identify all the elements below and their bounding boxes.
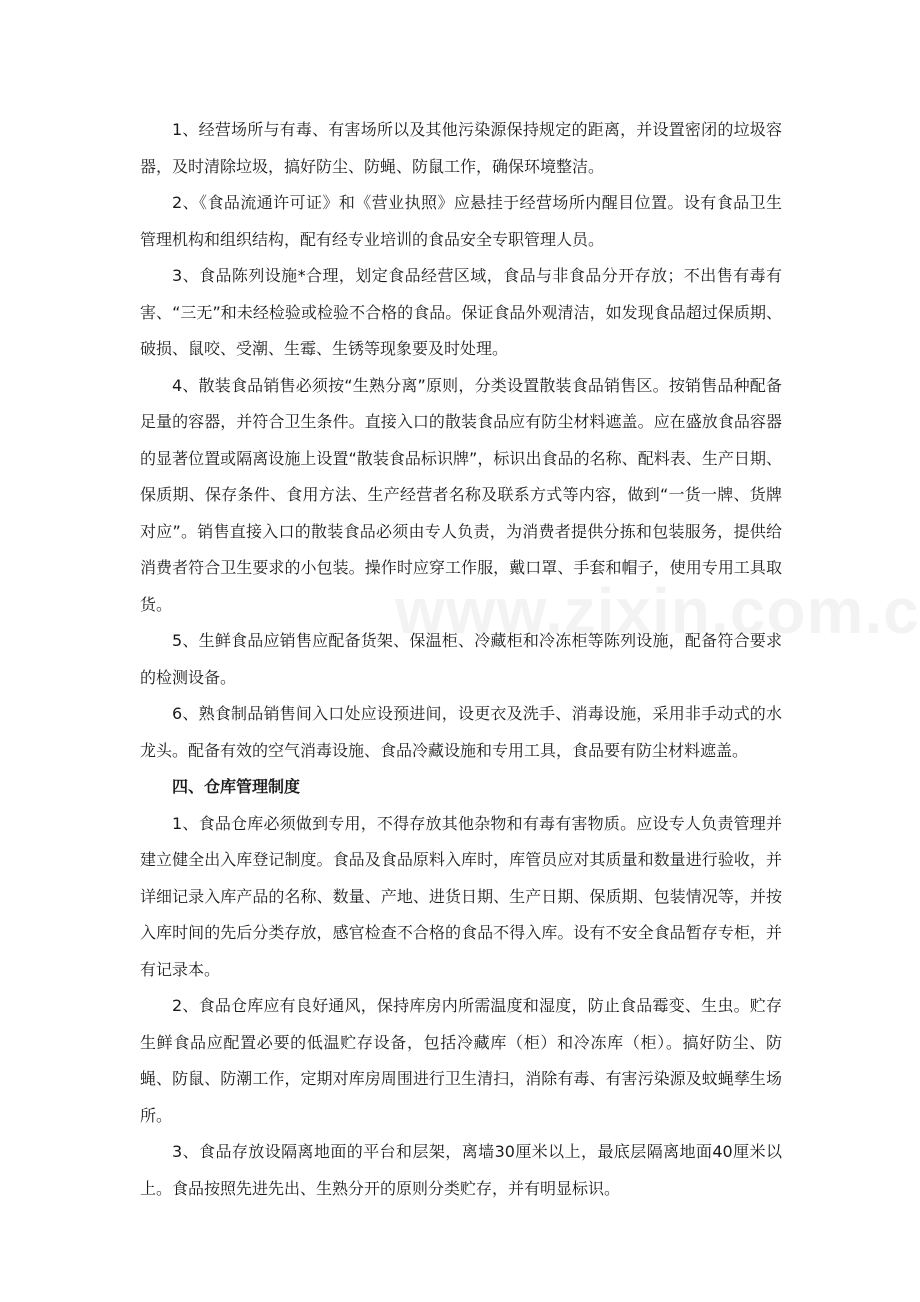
paragraph-warehouse-ventilation: 2、食品仓库应有良好通风，保持库房内所需温度和湿度，防止食品霉变、生虫。贮存生鲜食品应配置必要的低温贮存设备，包括冷藏库（柜）和冷冻库（柜）。搞好防尘、防蝇、防鼠、防潮工作，定期对库房周围进行卫生清扫，消除有毒、有害污染源及蚊蝇孳生场所。: [140, 996, 782, 1125]
paragraph-fresh-food-sales: 5、生鲜食品应销售应配备货架、保温柜、冷藏柜和冷冻柜等陈列设施，配备符合要求的检测设备。: [140, 631, 782, 687]
document-body: [140, 112, 782, 1207]
section-heading-warehouse: 四、仓库管理制度: [172, 777, 301, 796]
paragraph-bulk-food-sales: 4、散装食品销售必须按“生熟分离”原则，分类设置散装食品销售区。按销售品种配备足量的容器，并符合卫生条件。直接入口的散装食品应有防尘材料遮盖。应在盛放食品容器的显著位置或隔离设施上设置“散装食品标识牌”，标识出食品的名称、配料表、生产日期、保质期、保存条件、食用方法、生产经营者名称及联系方式等内容，做到“一货一牌、货牌对应”。销售直接入口的散装食品必须由专人负责，为消费者提供分拣和包装服务，提供给消费者符合卫生要求的小包装。操作时应穿工作服，戴口罩、手套和帽子，使用专用工具取货。: [140, 375, 782, 614]
paragraph-warehouse-dedicated: 1、食品仓库必须做到专用，不得存放其他杂物和有毒有害物质。应设专人负责管理并建立健全出入库登记制度。食品及食品原料入库时，库管员应对其质量和数量进行验收，并详细记录入库产品的名称、数量、产地、进货日期、生产日期、保质期、包装情况等，并按入库时间的先后分类存放，感官检查不合格的食品不得入库。设有不安全食品暂存专柜，并有记录本。: [140, 813, 782, 979]
paragraph-cooked-food-sales: 6、熟食制品销售间入口处应设预进间，设更衣及洗手、消毒设施，采用非手动式的水龙头。配备有效的空气消毒设施、食品冷藏设施和专用工具，食品要有防尘材料遮盖。: [140, 704, 782, 760]
paragraph-storage-shelving: 3、食品存放设隔离地面的平台和层架，离墙30厘米以上，最底层隔离地面40厘米以上。食品按照先进先出、生熟分开的原则分类贮存，并有明显标识。: [140, 1142, 782, 1198]
paragraph-display-facilities: 3、食品陈列设施*合理，划定食品经营区域，食品与非食品分开存放；不出售有毒有害、“三无”和未经检验或检验不合格的食品。保证食品外观清洁，如发现食品超过保质期、破损、鼠咬、受潮、生霉、生锈等现象要及时处理。: [140, 266, 782, 358]
paragraph-hygiene-environment: 1、经营场所与有毒、有害场所以及其他污染源保持规定的距离，并设置密闭的垃圾容器，及时清除垃圾，搞好防尘、防蝇、防鼠工作，确保环境整洁。: [140, 120, 782, 176]
paragraph-licenses: 2、《食品流通许可证》和《营业执照》应悬挂于经营场所内醒目位置。设有食品卫生管理机构和组织结构，配有经专业培训的食品安全专职管理人员。: [140, 193, 782, 249]
